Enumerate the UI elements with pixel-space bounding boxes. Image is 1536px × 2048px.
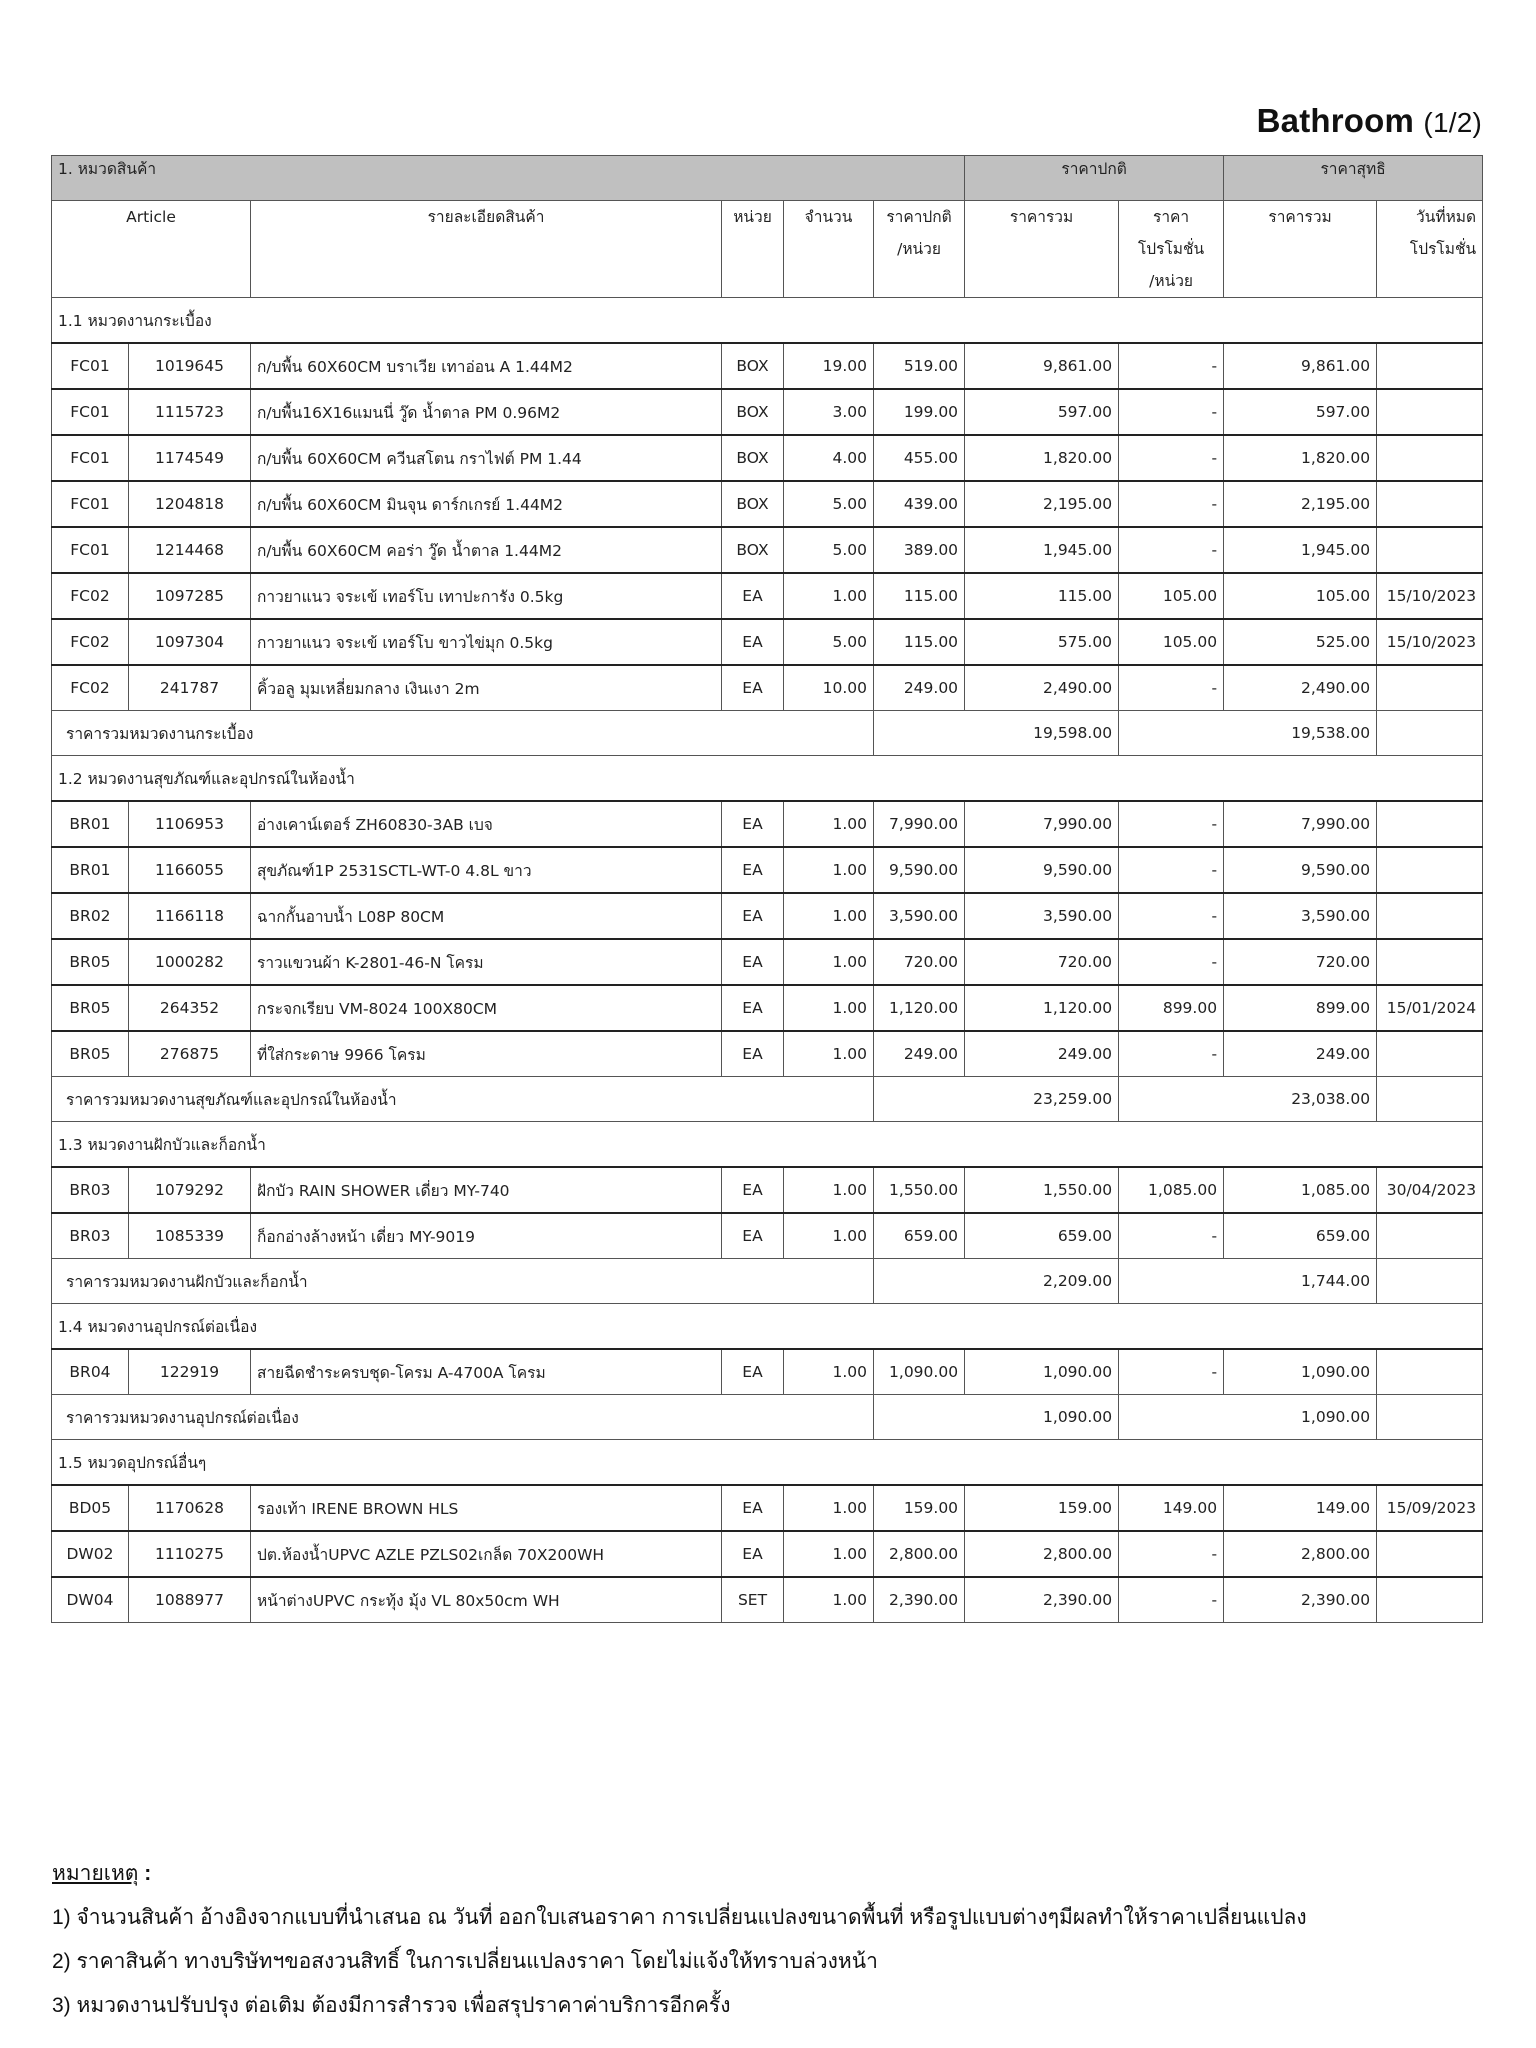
article-number: 1097285: [129, 573, 251, 619]
item-description: คิ้วอลู มุมเหลี่ยมกลาง เงินเงา 2m: [251, 665, 722, 711]
item-code: DW04: [52, 1577, 129, 1623]
item-unit: BOX: [722, 481, 784, 527]
item-promo-price: -: [1119, 665, 1224, 711]
item-total: 3,590.00: [965, 893, 1119, 939]
item-quantity: 1.00: [784, 1031, 874, 1077]
item-net-total: 899.00: [1224, 985, 1377, 1031]
subtotal-row: [52, 711, 1483, 756]
item-net-total: 720.00: [1224, 939, 1377, 985]
item-promo-price: -: [1119, 893, 1224, 939]
col-promo-end: วันที่หมด โปรโมชั่น: [1377, 201, 1483, 298]
item-unit-price: 2,390.00: [874, 1577, 965, 1623]
item-quantity: 1.00: [784, 1213, 874, 1259]
table-row: [52, 1577, 1483, 1623]
subtotal-net: 1,744.00: [1119, 1259, 1377, 1304]
item-total: 9,861.00: [965, 343, 1119, 389]
item-description: ฝักบัว RAIN SHOWER เดี่ยว MY-740: [251, 1167, 722, 1213]
table-row: [52, 893, 1483, 939]
item-promo-price: -: [1119, 435, 1224, 481]
item-promo-end-date: 30/04/2023: [1377, 1167, 1483, 1213]
item-promo-price: 1,085.00: [1119, 1167, 1224, 1213]
item-code: BR03: [52, 1167, 129, 1213]
item-promo-end-date: [1377, 801, 1483, 847]
item-code: BR01: [52, 801, 129, 847]
item-code: BR05: [52, 1031, 129, 1077]
table-row: [52, 527, 1483, 573]
item-net-total: 2,490.00: [1224, 665, 1377, 711]
subtotal-net: 23,038.00: [1119, 1077, 1377, 1122]
item-promo-price: 149.00: [1119, 1485, 1224, 1531]
table-row: [52, 1531, 1483, 1577]
item-unit: EA: [722, 893, 784, 939]
article-number: 1174549: [129, 435, 251, 481]
item-total: 597.00: [965, 389, 1119, 435]
item-unit: EA: [722, 1213, 784, 1259]
item-promo-end-date: [1377, 1031, 1483, 1077]
item-promo-end-date: [1377, 1531, 1483, 1577]
col-total: ราคารวม: [965, 201, 1119, 298]
article-number: 1000282: [129, 939, 251, 985]
article-number: 1166118: [129, 893, 251, 939]
table-row: [52, 1485, 1483, 1531]
article-number: 1097304: [129, 619, 251, 665]
subtotal-net: 1,090.00: [1119, 1395, 1377, 1440]
item-code: BR01: [52, 847, 129, 893]
item-code: FC01: [52, 343, 129, 389]
item-unit-price: 199.00: [874, 389, 965, 435]
item-unit: EA: [722, 1167, 784, 1213]
article-number: 1088977: [129, 1577, 251, 1623]
subtotal-label: ราคารวมหมวดงานอุปกรณ์ต่อเนื่อง: [52, 1395, 874, 1440]
item-promo-end-date: 15/09/2023: [1377, 1485, 1483, 1531]
item-code: BR04: [52, 1349, 129, 1395]
item-unit: EA: [722, 1031, 784, 1077]
note-line: 2) ราคาสินค้า ทางบริษัทฯขอสงวนสิทธิ์ ในการเปลี่ยนแปลงราคา โดยไม่แจ้งให้ทราบล่วงหน้า: [52, 1950, 878, 1973]
table-row: [52, 619, 1483, 665]
item-promo-price: 105.00: [1119, 619, 1224, 665]
item-net-total: 597.00: [1224, 389, 1377, 435]
item-code: BR05: [52, 985, 129, 1031]
item-total: 2,800.00: [965, 1531, 1119, 1577]
table-row: [52, 435, 1483, 481]
item-promo-end-date: 15/10/2023: [1377, 619, 1483, 665]
item-promo-end-date: [1377, 343, 1483, 389]
col-net-total: ราคารวม: [1224, 201, 1377, 298]
category-header: 1. หมวดสินค้า: [52, 156, 965, 201]
item-total: 2,390.00: [965, 1577, 1119, 1623]
item-unit: EA: [722, 847, 784, 893]
item-net-total: 1,085.00: [1224, 1167, 1377, 1213]
subtotal-empty: [1377, 711, 1483, 756]
section-header-row: [52, 1304, 1483, 1350]
item-total: 1,820.00: [965, 435, 1119, 481]
item-unit-price: 249.00: [874, 1031, 965, 1077]
item-unit: EA: [722, 939, 784, 985]
item-description: ก/บพื้น 60X60CM บราเวีย เทาอ่อน A 1.44M2: [251, 343, 722, 389]
item-unit: EA: [722, 1349, 784, 1395]
notes-heading: หมายเหตุ: [52, 1862, 139, 1885]
subtotal-label: ราคารวมหมวดงานกระเบื้อง: [52, 711, 874, 756]
item-net-total: 525.00: [1224, 619, 1377, 665]
item-promo-end-date: [1377, 893, 1483, 939]
table-row: [52, 847, 1483, 893]
item-quantity: 1.00: [784, 1349, 874, 1395]
item-total: 159.00: [965, 1485, 1119, 1531]
table-row: [52, 1167, 1483, 1213]
item-description: อ่างเคาน์เตอร์ ZH60830-3AB เบจ: [251, 801, 722, 847]
item-code: FC02: [52, 619, 129, 665]
item-description: ปต.ห้องน้ำUPVC AZLE PZLS02เกล็ด 70X200WH: [251, 1531, 722, 1577]
article-number: 1214468: [129, 527, 251, 573]
item-quantity: 10.00: [784, 665, 874, 711]
article-number: 1170628: [129, 1485, 251, 1531]
item-unit-price: 3,590.00: [874, 893, 965, 939]
group-header-row: [52, 156, 1483, 201]
page-title: [1257, 102, 1482, 140]
col-unit: หน่วย: [722, 201, 784, 298]
item-unit: EA: [722, 573, 784, 619]
item-unit-price: 115.00: [874, 619, 965, 665]
subtotal-empty: [1377, 1259, 1483, 1304]
item-promo-price: -: [1119, 801, 1224, 847]
item-promo-end-date: [1377, 481, 1483, 527]
item-unit-price: 249.00: [874, 665, 965, 711]
article-number: 276875: [129, 1031, 251, 1077]
item-quantity: 5.00: [784, 619, 874, 665]
item-quantity: 5.00: [784, 527, 874, 573]
subtotal-total: 1,090.00: [874, 1395, 1119, 1440]
item-unit-price: 439.00: [874, 481, 965, 527]
note-line: 3) หมวดงานปรับปรุง ต่อเติม ต้องมีการสำรวจ เพื่อสรุปราคาค่าบริการอีกครั้ง: [52, 1994, 731, 2017]
column-header-row: [52, 201, 1483, 298]
note-line: 1) จำนวนสินค้า อ้างอิงจากแบบที่นำเสนอ ณ วันที่ ออกใบเสนอราคา การเปลี่ยนแปลงขนาดพื้นที่ หรือรูปแบบต่างๆมีผลทำให้ราคาเปลี่ยนแปลง: [52, 1906, 1307, 1929]
page-indicator: (1/2): [1423, 107, 1482, 138]
col-article: Article: [52, 201, 251, 298]
item-description: หน้าต่างUPVC กระทุ้ง มุ้ง VL 80x50cm WH: [251, 1577, 722, 1623]
article-number: 1106953: [129, 801, 251, 847]
item-promo-end-date: [1377, 389, 1483, 435]
item-total: 115.00: [965, 573, 1119, 619]
article-number: 1079292: [129, 1167, 251, 1213]
item-promo-end-date: [1377, 527, 1483, 573]
regular-price-header: ราคาปกติ: [965, 156, 1224, 201]
subtotal-row: [52, 1077, 1483, 1122]
item-promo-price: -: [1119, 343, 1224, 389]
item-promo-end-date: [1377, 435, 1483, 481]
item-net-total: 3,590.00: [1224, 893, 1377, 939]
table-row: [52, 481, 1483, 527]
section-title: 1.1 หมวดงานกระเบื้อง: [52, 298, 1483, 344]
item-net-total: 1,945.00: [1224, 527, 1377, 573]
item-promo-end-date: [1377, 665, 1483, 711]
item-description: ก/บพื้น 60X60CM ควีนสโตน กราไฟต์ PM 1.44: [251, 435, 722, 481]
item-unit: EA: [722, 801, 784, 847]
item-net-total: 1,820.00: [1224, 435, 1377, 481]
item-unit: EA: [722, 1531, 784, 1577]
item-unit-price: 1,090.00: [874, 1349, 965, 1395]
item-promo-price: -: [1119, 481, 1224, 527]
item-description: ราวแขวนผ้า K-2801-46-N โครม: [251, 939, 722, 985]
item-unit: BOX: [722, 435, 784, 481]
quotation-table: [51, 155, 1483, 1623]
item-promo-price: 105.00: [1119, 573, 1224, 619]
item-quantity: 1.00: [784, 801, 874, 847]
item-description: ก/บพื้น 60X60CM คอร่า วู๊ด น้ำตาล 1.44M2: [251, 527, 722, 573]
item-description: กระจกเรียบ VM-8024 100X80CM: [251, 985, 722, 1031]
item-unit-price: 455.00: [874, 435, 965, 481]
item-description: สุขภัณฑ์1P 2531SCTL-WT-0 4.8L ขาว: [251, 847, 722, 893]
net-price-header: ราคาสุทธิ: [1224, 156, 1483, 201]
item-unit: EA: [722, 665, 784, 711]
item-total: 659.00: [965, 1213, 1119, 1259]
col-quantity: จำนวน: [784, 201, 874, 298]
col-promo-price: ราคา โปรโมชั่น /หน่วย: [1119, 201, 1224, 298]
item-quantity: 1.00: [784, 1531, 874, 1577]
item-code: BR03: [52, 1213, 129, 1259]
item-quantity: 1.00: [784, 1485, 874, 1531]
item-net-total: 105.00: [1224, 573, 1377, 619]
section-header-row: [52, 298, 1483, 344]
item-total: 1,120.00: [965, 985, 1119, 1031]
item-net-total: 249.00: [1224, 1031, 1377, 1077]
subtotal-row: [52, 1259, 1483, 1304]
table-row: [52, 389, 1483, 435]
item-unit: BOX: [722, 389, 784, 435]
article-number: 122919: [129, 1349, 251, 1395]
subtotal-empty: [1377, 1077, 1483, 1122]
item-unit-price: 720.00: [874, 939, 965, 985]
table-row: [52, 939, 1483, 985]
item-total: 2,195.00: [965, 481, 1119, 527]
item-description: กาวยาแนว จระเข้ เทอร์โบ ขาวไข่มุก 0.5kg: [251, 619, 722, 665]
item-code: FC02: [52, 573, 129, 619]
item-promo-price: -: [1119, 527, 1224, 573]
page-title-main: Bathroom: [1256, 102, 1415, 139]
section-header-row: [52, 1440, 1483, 1486]
item-promo-end-date: [1377, 847, 1483, 893]
table-row: [52, 343, 1483, 389]
item-promo-price: -: [1119, 1531, 1224, 1577]
item-promo-price: -: [1119, 1349, 1224, 1395]
section-title: 1.3 หมวดงานฝักบัวและก็อกน้ำ: [52, 1122, 1483, 1168]
item-quantity: 1.00: [784, 847, 874, 893]
item-quantity: 3.00: [784, 389, 874, 435]
item-promo-end-date: [1377, 1349, 1483, 1395]
item-total: 720.00: [965, 939, 1119, 985]
item-unit-price: 519.00: [874, 343, 965, 389]
col-unit-price: ราคาปกติ /หน่วย: [874, 201, 965, 298]
item-unit: EA: [722, 1485, 784, 1531]
item-total: 7,990.00: [965, 801, 1119, 847]
subtotal-row: [52, 1395, 1483, 1440]
item-net-total: 1,090.00: [1224, 1349, 1377, 1395]
item-total: 1,945.00: [965, 527, 1119, 573]
item-net-total: 2,800.00: [1224, 1531, 1377, 1577]
item-quantity: 1.00: [784, 893, 874, 939]
item-quantity: 1.00: [784, 1577, 874, 1623]
item-promo-end-date: [1377, 1213, 1483, 1259]
item-total: 1,550.00: [965, 1167, 1119, 1213]
item-total: 575.00: [965, 619, 1119, 665]
item-total: 2,490.00: [965, 665, 1119, 711]
item-code: BR05: [52, 939, 129, 985]
item-code: FC01: [52, 481, 129, 527]
item-promo-price: -: [1119, 1031, 1224, 1077]
article-number: 1204818: [129, 481, 251, 527]
table-row: [52, 801, 1483, 847]
item-promo-price: -: [1119, 389, 1224, 435]
item-unit: BOX: [722, 527, 784, 573]
article-number: 264352: [129, 985, 251, 1031]
item-unit: EA: [722, 985, 784, 1031]
item-description: ฉากกั้นอาบน้ำ L08P 80CM: [251, 893, 722, 939]
subtotal-total: 19,598.00: [874, 711, 1119, 756]
item-quantity: 19.00: [784, 343, 874, 389]
item-total: 9,590.00: [965, 847, 1119, 893]
item-total: 1,090.00: [965, 1349, 1119, 1395]
subtotal-empty: [1377, 1395, 1483, 1440]
item-description: สายฉีดชำระครบชุด-โครม A-4700A โครม: [251, 1349, 722, 1395]
item-description: ก/บพื้น 60X60CM มินจุน ดาร์กเกรย์ 1.44M2: [251, 481, 722, 527]
item-total: 249.00: [965, 1031, 1119, 1077]
item-promo-end-date: 15/10/2023: [1377, 573, 1483, 619]
item-unit: EA: [722, 619, 784, 665]
item-quantity: 1.00: [784, 1167, 874, 1213]
item-description: กาวยาแนว จระเข้ เทอร์โบ เทาปะการัง 0.5kg: [251, 573, 722, 619]
item-quantity: 4.00: [784, 435, 874, 481]
subtotal-label: ราคารวมหมวดงานฝักบัวและก็อกน้ำ: [52, 1259, 874, 1304]
item-net-total: 149.00: [1224, 1485, 1377, 1531]
item-net-total: 9,861.00: [1224, 343, 1377, 389]
item-code: BD05: [52, 1485, 129, 1531]
item-unit-price: 159.00: [874, 1485, 965, 1531]
item-net-total: 9,590.00: [1224, 847, 1377, 893]
item-unit-price: 659.00: [874, 1213, 965, 1259]
item-unit-price: 115.00: [874, 573, 965, 619]
item-promo-price: -: [1119, 847, 1224, 893]
section-title: 1.5 หมวดอุปกรณ์อื่นๆ: [52, 1440, 1483, 1486]
article-number: 1115723: [129, 389, 251, 435]
section-header-row: [52, 1122, 1483, 1168]
item-unit-price: 1,550.00: [874, 1167, 965, 1213]
item-description: รองเท้า IRENE BROWN HLS: [251, 1485, 722, 1531]
item-promo-price: 899.00: [1119, 985, 1224, 1031]
item-code: DW02: [52, 1531, 129, 1577]
item-net-total: 2,390.00: [1224, 1577, 1377, 1623]
item-promo-end-date: [1377, 939, 1483, 985]
table-row: [52, 573, 1483, 619]
subtotal-net: 19,538.00: [1119, 711, 1377, 756]
item-unit-price: 1,120.00: [874, 985, 965, 1031]
subtotal-label: ราคารวมหมวดงานสุขภัณฑ์และอุปกรณ์ในห้องน้ำ: [52, 1077, 874, 1122]
item-unit: BOX: [722, 343, 784, 389]
item-quantity: 5.00: [784, 481, 874, 527]
item-unit-price: 2,800.00: [874, 1531, 965, 1577]
item-unit-price: 9,590.00: [874, 847, 965, 893]
item-code: FC01: [52, 435, 129, 481]
article-number: 1085339: [129, 1213, 251, 1259]
item-description: ที่ใส่กระดาษ 9966 โครม: [251, 1031, 722, 1077]
table-row: [52, 665, 1483, 711]
subtotal-total: 23,259.00: [874, 1077, 1119, 1122]
article-number: 1019645: [129, 343, 251, 389]
notes-section: หมายเหตุ : 1) จำนวนสินค้า อ้างอิงจากแบบที่นำเสนอ ณ วันที่ ออกใบเสนอราคา การเปลี่ยนแปลงขนาดพื้นที่ หรือรูปแบบต่างๆมีผลทำให้ราคาเปลี่ยนแปลง 2) ราคาสินค้า ทางบริษัทฯขอสงวนสิทธิ์ ในการเปลี่ยนแปลงราคา โดยไม่แจ้งให้ทราบล่วงหน้า 3) หมวดงานปรับปรุง ต่อเติม ต้องมีการสำรวจ เพื่อสรุปราคาค่าบริการอีกครั้ง: [52, 1852, 1307, 2028]
item-net-total: 2,195.00: [1224, 481, 1377, 527]
item-quantity: 1.00: [784, 573, 874, 619]
item-promo-price: -: [1119, 939, 1224, 985]
item-code: BR02: [52, 893, 129, 939]
table-row: [52, 1349, 1483, 1395]
col-description: รายละเอียดสินค้า: [251, 201, 722, 298]
article-number: 1110275: [129, 1531, 251, 1577]
item-code: FC01: [52, 527, 129, 573]
item-promo-price: -: [1119, 1577, 1224, 1623]
item-net-total: 659.00: [1224, 1213, 1377, 1259]
item-net-total: 7,990.00: [1224, 801, 1377, 847]
article-number: 241787: [129, 665, 251, 711]
item-quantity: 1.00: [784, 939, 874, 985]
table-row: [52, 1031, 1483, 1077]
item-code: FC02: [52, 665, 129, 711]
item-promo-price: -: [1119, 1213, 1224, 1259]
item-unit-price: 389.00: [874, 527, 965, 573]
subtotal-total: 2,209.00: [874, 1259, 1119, 1304]
item-description: ก็อกอ่างล้างหน้า เดี่ยว MY-9019: [251, 1213, 722, 1259]
table-row: [52, 1213, 1483, 1259]
section-title: 1.2 หมวดงานสุขภัณฑ์และอุปกรณ์ในห้องน้ำ: [52, 756, 1483, 802]
article-number: 1166055: [129, 847, 251, 893]
section-title: 1.4 หมวดงานอุปกรณ์ต่อเนื่อง: [52, 1304, 1483, 1350]
item-code: FC01: [52, 389, 129, 435]
section-header-row: [52, 756, 1483, 802]
item-description: ก/บพื้น16X16แมนนี่ วู๊ด น้ำตาล PM 0.96M2: [251, 389, 722, 435]
table-row: [52, 985, 1483, 1031]
item-promo-end-date: [1377, 1577, 1483, 1623]
item-promo-end-date: 15/01/2024: [1377, 985, 1483, 1031]
item-unit: SET: [722, 1577, 784, 1623]
item-quantity: 1.00: [784, 985, 874, 1031]
item-unit-price: 7,990.00: [874, 801, 965, 847]
